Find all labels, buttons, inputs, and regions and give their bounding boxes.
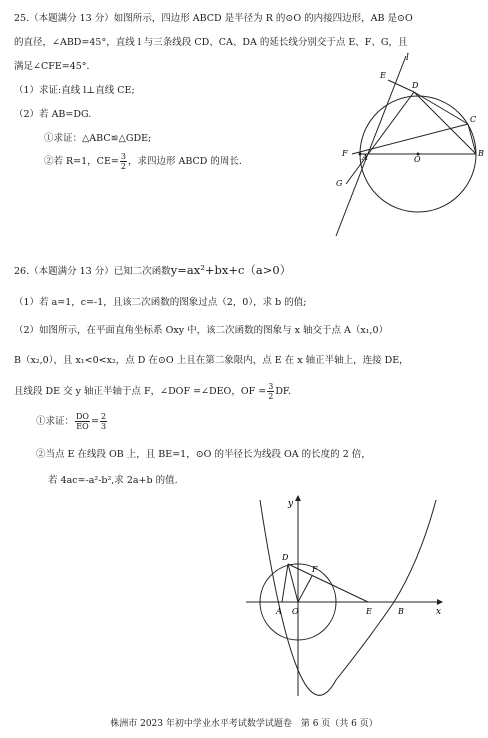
q26-sub-2b: 若 4ac=-a²-b²,求 2a+b 的值.	[48, 475, 178, 486]
q26-line-c-text-a: 且线段 DE 交 y 轴正半轴于点 F，∠DOF =∠DEO，OF =	[14, 386, 267, 397]
q25-line-2: 的直径，∠ABD=45°，直线 l 与三条线段 CD、CA、DA 的延长线分别交于点 E、F、G，且	[14, 37, 408, 48]
fig1-label-e: E	[380, 71, 386, 80]
fig1-label-b: B	[478, 149, 484, 158]
fig1-label-l: l	[406, 53, 409, 63]
q26-function: y=ax²+bx+c（a>0）	[170, 263, 292, 277]
q26-of-num: 3	[268, 382, 274, 391]
q25-part-2: （2）若 AB=DG.	[14, 109, 92, 120]
q26-sub-1	[36, 412, 108, 431]
q26-do: DO	[76, 412, 89, 421]
fig1-label-c: C	[470, 115, 477, 124]
fig2-segment-ad	[282, 564, 288, 602]
q25-sub-2	[44, 152, 242, 171]
q26-line1-text: 26.（本题满分 13 分）已知二次函数	[14, 266, 171, 277]
q26-line-c-text-b: DF.	[275, 386, 292, 397]
fig2-label-d: D	[282, 553, 289, 562]
q26-figure	[238, 490, 450, 700]
page-footer: 株洲市 2023 年初中学业水平考试数学试题卷 第 6 页（共 6 页）	[110, 719, 378, 729]
q26-three: 3	[100, 422, 107, 431]
q25-ce-num: 3	[120, 152, 126, 161]
fig1-label-o: O	[414, 155, 421, 164]
q26-part-2: （2）如图所示，在平面直角坐标系 Oxy 中，该二次函数的图象与 x 轴交于点 A（x₁,0）	[14, 325, 389, 336]
q25-sub-1: ①求证：△ABC≌△GDE;	[44, 133, 152, 144]
fig2-label-b: B	[398, 607, 404, 616]
q26-eo: EO	[76, 422, 89, 431]
fig1-label-g: G	[336, 179, 343, 188]
fig1-segment-ed	[388, 80, 414, 92]
q26-sub-2: ②当点 E 在线段 OB 上，且 BE=1，⊙O 的半径长为线段 OA 的长度的 2 倍，	[36, 449, 371, 460]
q26-of-den: 2	[268, 392, 274, 401]
q26-two-thirds	[100, 412, 107, 431]
q25-figure	[322, 50, 488, 240]
fig2-segment-of	[298, 576, 312, 602]
fig1-segment-fc	[352, 124, 468, 154]
q26-line-1	[14, 262, 291, 278]
fig1-label-d: D	[412, 81, 419, 90]
q26-line-c	[14, 382, 291, 401]
q25-sub2-text-a: ②若 R=1，CE=	[44, 156, 119, 167]
q26-sub1-eq: =	[91, 416, 99, 427]
fig2-label-x: x	[436, 607, 442, 617]
q25-part-1: （1）求证:直线 l⊥直线 CE;	[14, 85, 135, 96]
q26-part-1: （1）若 a=1，c=-1，且该二次函数的图象过点（2，0），求 b 的值;	[14, 297, 307, 308]
q25-ce-den: 2	[120, 162, 126, 171]
fig1-label-a: A	[362, 153, 368, 162]
fig1-label-f: F	[342, 149, 348, 158]
q25-line-3: 满足∠CFE=45°．	[14, 61, 97, 72]
q26-do-eo-fraction	[75, 412, 90, 431]
fig2-segment-de	[288, 564, 368, 602]
fig2-label-f: F	[312, 565, 318, 574]
fig2-label-a: A	[276, 607, 282, 616]
fig2-label-y: y	[288, 499, 294, 509]
q26-of-fraction	[267, 382, 274, 401]
fig2-segment-do	[288, 564, 298, 602]
q25-line-1: 25.（本题满分 13 分）如图所示，四边形 ABCD 是半径为 R 的⊙O 的内接四边形，AB 是⊙O	[14, 13, 413, 24]
q25-sub2-text-b: ，求四边形 ABCD 的周长.	[127, 156, 242, 167]
fig1-segment-gd	[346, 92, 414, 184]
q26-sub1-text: ①求证：	[36, 416, 75, 427]
q26-line-b: B（x₂,0），且 x₁<0<x₂，点 D 在⊙O 上且在第二象限内，点 E 在 x 轴正半轴上，连接 DE，	[14, 355, 409, 366]
q26-two: 2	[100, 412, 107, 421]
fig2-label-e: E	[366, 607, 372, 616]
q25-ce-fraction	[120, 152, 127, 171]
fig2-parabola	[260, 500, 436, 695]
fig2-label-o: O	[292, 607, 299, 616]
